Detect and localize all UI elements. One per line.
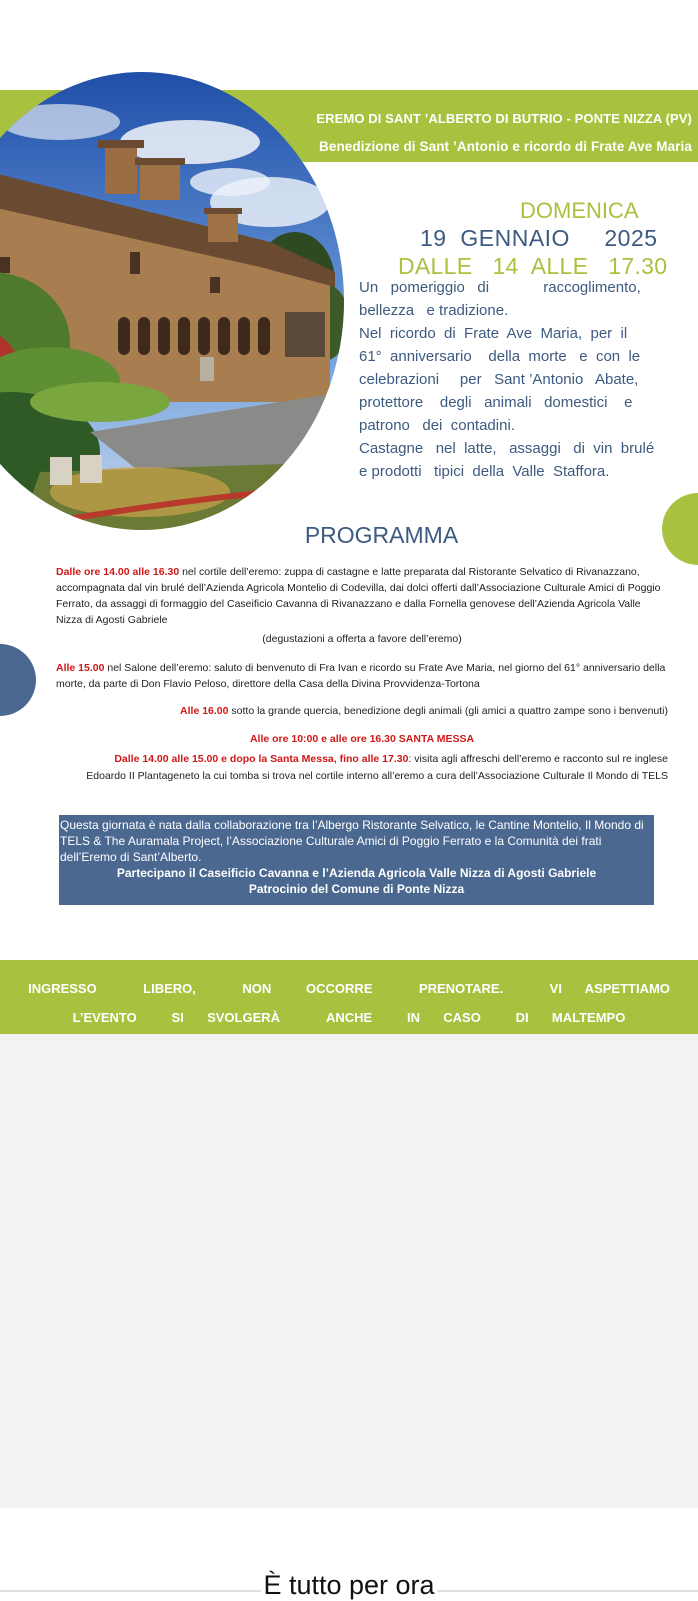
event-day: DOMENICA bbox=[520, 198, 639, 223]
intro-line: bellezza e tradizione. bbox=[359, 302, 509, 319]
intro-line: celebrazioni per Sant ’Antonio Abate, bbox=[359, 371, 639, 388]
programma-text: sotto la grande quercia, benedizione degli animali (gli amici a quattro zampe sono i benvenuti) bbox=[228, 705, 668, 717]
programma-note: (degustazioni a offerta a favore dell’eremo) bbox=[262, 633, 462, 645]
end-message-text: È tutto per ora bbox=[263, 1570, 435, 1600]
programma-time: Alle 16.00 bbox=[180, 705, 229, 717]
intro-line: Un pomeriggio di raccoglimento, bbox=[359, 279, 641, 296]
header-location: EREMO DI SANT ’ALBERTO DI BUTRIO - PONTE NIZZA (PV) bbox=[316, 111, 692, 126]
footer-band bbox=[0, 960, 698, 1034]
collaboration-text: Questa giornata è nata dalla collaborazione tra l’Albergo Ristorante Selvatico, le Cantine Montelio, Il Mondo di TELS & The Auramala Project, l’Associazione Culturale Amici di Poggio Ferrato e la Comunità dei frati dell’Eremo di Sant’Alberto. bbox=[60, 818, 644, 864]
programma-text: nel cortile dell’eremo: zuppa di castagne e latte preparata dal Ristorante Selvatico di Rivanazzano, accompagnata dal vin brulé dell’Azienda Agricola Montelio di Codevilla, dai dolci offerti dall’Associazione Culturale Amici di Poggio Ferrato, da assaggi di formaggio del Caseificio Cavanna di Rivanazzano e dalla Fornella genovese dell’Azienda Agricola Valle Nizza di Agosti Gabriele bbox=[56, 566, 661, 626]
intro-line: protettore degli animali domestici e bbox=[359, 394, 633, 411]
collaboration-box bbox=[59, 815, 654, 905]
event-date: 19 GENNAIO 2025 bbox=[420, 225, 658, 251]
blank-area bbox=[0, 1034, 698, 1508]
santa-messa: Alle ore 10:00 e alle ore 16.30 SANTA MESSA bbox=[249, 733, 475, 745]
programma-time: Alle 15.00 bbox=[56, 662, 105, 674]
programma-text: nel Salone dell’eremo: saluto di benvenuto di Fra Ivan e ricordo su Frate Ave Maria, nel giorno del 61° anniversario della morte, da parte di Don Flavio Peloso, direttore della Casa della Divina Provvidenza-Tortona bbox=[56, 662, 666, 690]
programma-time: Dalle 14.00 alle 15.00 e dopo la Santa Messa, fino alle 17.30 bbox=[114, 753, 409, 765]
intro-line: 61° anniversario della morte e con le bbox=[359, 348, 641, 365]
end-message bbox=[0, 1570, 698, 1601]
footer-line1: INGRESSO LIBERO, NON OCCORRE PRENOTARE. VI ASPETTIAMO bbox=[28, 981, 670, 996]
programma-item bbox=[56, 751, 668, 767]
intro-line: patrono dei contadini. bbox=[359, 417, 515, 434]
intro-line: Nel ricordo di Frate Ave Maria, per il bbox=[359, 325, 628, 342]
event-intro bbox=[359, 276, 679, 483]
decorative-blue-circle bbox=[0, 644, 36, 716]
event-time: DALLE 14 ALLE 17.30 bbox=[398, 253, 668, 279]
intro-line: e prodotti tipici della Valle Staffora. bbox=[359, 463, 610, 480]
footer-line2: L’EVENTO SI SVOLGERÀ ANCHE IN CASO DI MALTEMPO bbox=[72, 1010, 626, 1025]
patrocinio-text: Patrocinio del Comune di Ponte Nizza bbox=[248, 882, 465, 896]
programma-item bbox=[56, 564, 668, 628]
programma-text: Edoardo II Plantageneto la cui tomba si trova nel cortile interno all’eremo a cura dell’Associazione Culturale Il Mondo di TELS bbox=[86, 770, 668, 782]
header-subtitle: Benedizione di Sant ’Antonio e ricordo di Frate Ave Maria bbox=[318, 139, 692, 154]
programma-title: PROGRAMMA bbox=[304, 522, 459, 548]
partecipano-text: Partecipano il Caseificio Cavanna e l’Azienda Agricola Valle Nizza di Agosti Gabriele bbox=[116, 866, 597, 880]
programma-time: Dalle ore 14.00 alle 16.30 bbox=[56, 566, 180, 578]
programma-item bbox=[56, 703, 668, 719]
programma-item bbox=[56, 660, 668, 692]
intro-line: Castagne nel latte, assaggi di vin brulé bbox=[359, 440, 655, 457]
programma-text: : visita agli affreschi dell’eremo e racconto sul re inglese bbox=[408, 753, 668, 765]
